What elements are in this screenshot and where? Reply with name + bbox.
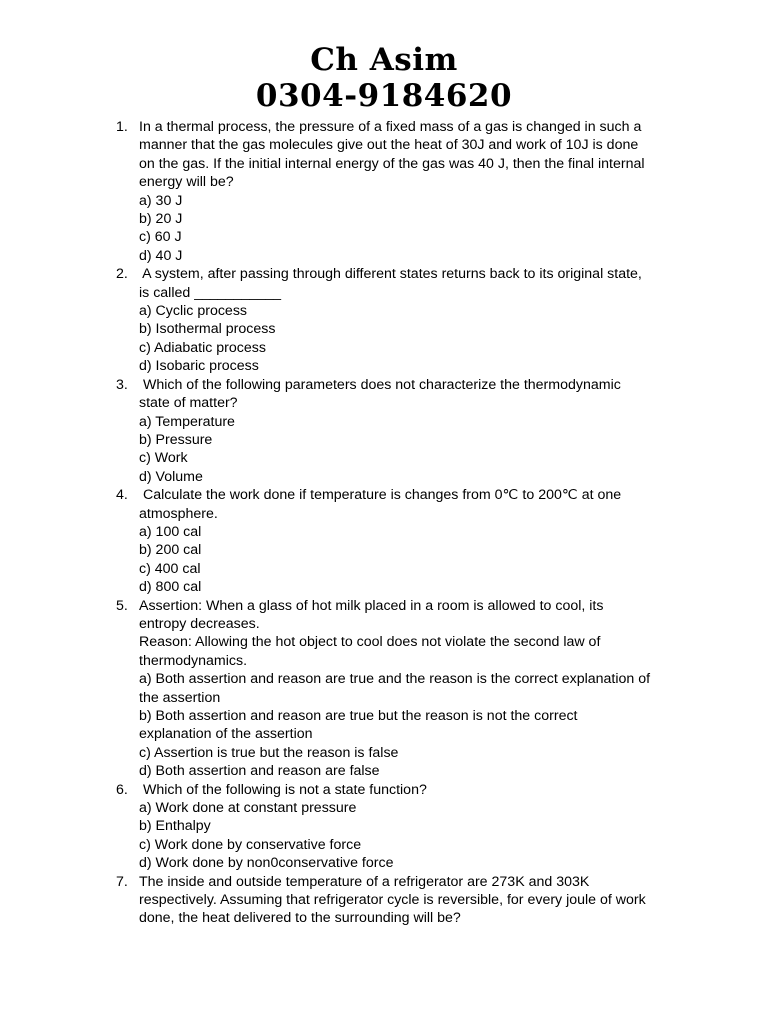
question-text-line: thermodynamics. <box>139 652 248 669</box>
question-text-line: Reason: Allowing the hot object to cool does not violate the second law of <box>139 634 601 651</box>
answer-option: b) 20 J <box>139 211 183 228</box>
question-body <box>139 781 679 873</box>
question-text-line: the assertion <box>139 689 221 706</box>
question-number: 6. <box>116 781 128 798</box>
question-item <box>0 597 768 781</box>
answer-option: c) Adiabatic process <box>139 339 266 356</box>
answer-option: c) Work <box>139 450 188 467</box>
answer-option: a) Work done at constant pressure <box>139 800 357 817</box>
question-body <box>139 376 679 486</box>
question-item <box>0 265 768 375</box>
author-phone: 0304-9184620 <box>255 78 513 114</box>
question-text-line: Assertion: When a glass of hot milk placed in a room is allowed to cool, its <box>139 597 604 614</box>
answer-option: d) Volume <box>139 468 203 485</box>
answer-option: b) Both assertion and reason are true but the reason is not the correct <box>139 708 578 724</box>
question-body <box>139 118 679 265</box>
question-text-line: on the gas. If the initial internal energy of the gas was 40 J, then the final internal <box>139 155 645 172</box>
answer-option: d) Work done by non0conservative force <box>139 855 394 872</box>
question-body <box>139 873 679 928</box>
author-name: Ch Asim <box>310 42 458 78</box>
question-text-line: respectively. Assuming that refrigerator cycle is reversible, for every joule of work <box>139 892 646 909</box>
page-header <box>0 40 768 116</box>
answer-option: d) 40 J <box>139 247 183 264</box>
question-number: 7. <box>116 873 128 890</box>
answer-option: c) 60 J <box>139 229 182 246</box>
question-body <box>139 597 679 781</box>
question-text-line: Which of the following parameters does not characterize the thermodynamic <box>139 376 621 393</box>
question-item <box>0 873 768 928</box>
answer-option: b) Pressure <box>139 431 213 448</box>
question-text-line: Calculate the work done if temperature is changes from 0℃ to 200℃ at one <box>139 487 622 504</box>
question-text-line: A system, after passing through different states returns back to its original state, <box>139 266 642 283</box>
question-text-line: manner that the gas molecules give out the heat of 30J and work of 10J is done <box>139 137 639 154</box>
answer-option: a) 30 J <box>139 192 183 209</box>
question-number: 4. <box>116 487 128 504</box>
question-item <box>0 376 768 486</box>
question-text-line: energy will be? <box>139 174 234 191</box>
question-number: 2. <box>116 266 128 283</box>
question-item <box>0 486 768 596</box>
answer-option: b) 200 cal <box>139 542 202 559</box>
question-text-line: In a thermal process, the pressure of a fixed mass of a gas is changed in such a <box>139 119 642 135</box>
answer-option: c) Assertion is true but the reason is false <box>139 744 399 761</box>
answer-option: d) Isobaric process <box>139 358 259 375</box>
answer-option: b) Enthalpy <box>139 818 211 835</box>
question-text-line: Which of the following is not a state function? <box>139 781 427 798</box>
question-number: 3. <box>116 376 128 393</box>
answer-option: a) Both assertion and reason are true and the reason is the correct explanation of <box>139 671 651 688</box>
question-text-line: The inside and outside temperature of a refrigerator are 273K and 303K <box>139 873 590 890</box>
question-text-line: state of matter? <box>139 395 238 412</box>
answer-option: c) Work done by conservative force <box>139 836 362 853</box>
answer-option: a) Temperature <box>139 413 235 430</box>
question-text-line: entropy decreases. <box>139 615 260 632</box>
question-item <box>0 118 768 265</box>
answer-option: b) Isothermal process <box>139 321 276 338</box>
answer-option: a) Cyclic process <box>139 303 248 320</box>
question-number: 1. <box>116 119 128 135</box>
question-body <box>139 486 679 596</box>
answer-option: d) Both assertion and reason are false <box>139 763 380 780</box>
question-text-line: done, the heat delivered to the surrounding will be? <box>139 910 461 927</box>
question-body <box>139 265 679 375</box>
question-text-line: is called ___________ <box>139 284 281 301</box>
question-item <box>0 781 768 873</box>
question-text-line: atmosphere. <box>139 505 218 522</box>
question-list <box>0 118 768 928</box>
answer-option: d) 800 cal <box>139 579 202 596</box>
question-number: 5. <box>116 597 128 614</box>
answer-option: c) 400 cal <box>139 560 201 577</box>
answer-option: a) 100 cal <box>139 523 202 540</box>
question-text-line: explanation of the assertion <box>139 726 313 743</box>
